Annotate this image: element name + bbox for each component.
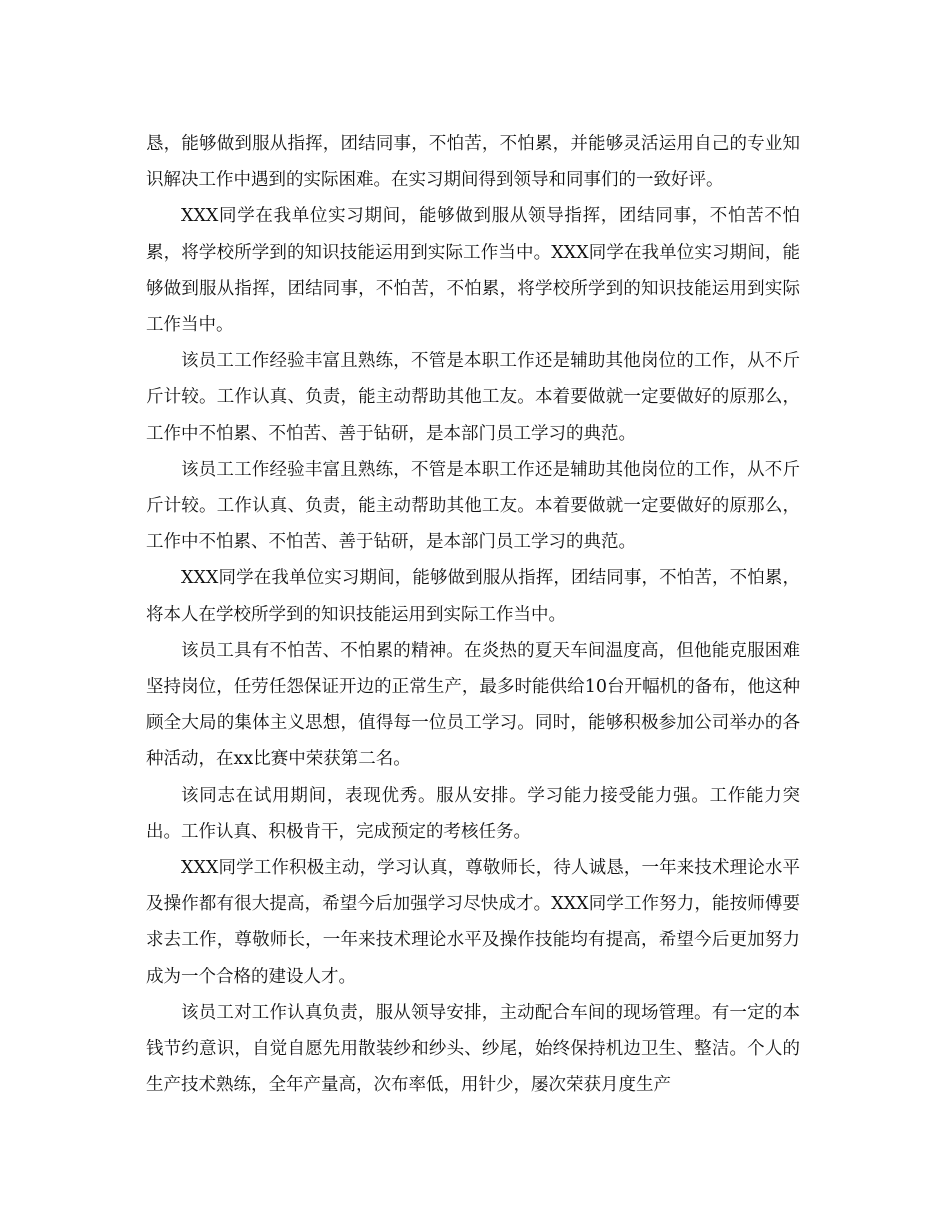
paragraph-4: 该员工工作经验丰富且熟练，不管是本职工作还是辅助其他岗位的工作，从不斤斤计较。工作认真、负责，能主动帮助其他工友。本着要做就一定要做好的原那么，工作中不怕累、不怕苦、善于钻研，是本部门员工学习的典范。 (146, 459, 800, 553)
paragraph-5: XXX同学在我单位实习期间，能够做到服从指挥，团结同事，不怕苦，不怕累，将本人在学校所学到的知识技能运用到实际工作当中。 (146, 568, 800, 625)
paragraph-9: 该员工对工作认真负责，服从领导安排，主动配合车间的现场管理。有一定的本钱节约意识，自觉自愿先用散装纱和纱头、纱尾，始终保持机边卫生、整洁。个人的生产技术熟练，全年产量高，次布率低，用针少，屡次荣获月度生产 (146, 1002, 800, 1096)
paragraph-1: 恳，能够做到服从指挥，团结同事，不怕苦，不怕累，并能够灵活运用自己的专业知识解决工作中遇到的实际困难。在实习期间得到领导和同事们的一致好评。 (146, 134, 800, 191)
paragraph-7: 该同志在试用期间，表现优秀。服从安排。学习能力接受能力强。工作能力突出。工作认真、积极肯干，完成预定的考核任务。 (146, 785, 800, 842)
paragraph-2: XXX同学在我单位实习期间，能够做到服从领导指挥，团结同事，不怕苦不怕累，将学校所学到的知识技能运用到实际工作当中。XXX同学在我单位实习期间，能够做到服从指挥，团结同事，不怕苦，不怕累，将学校所学到的知识技能运用到实际工作当中。 (146, 206, 800, 336)
paragraph-8: XXX同学工作积极主动，学习认真，尊敬师长，待人诚恳，一年来技术理论水平及操作都有很大提高，希望今后加强学习尽快成才。XXX同学工作努力，能按师傅要求去工作，尊敬师长，一年来技术理论水平及操作技能均有提高，希望今后更加努力成为一个合格的建设人才。 (146, 858, 800, 987)
paragraph-3: 该员工工作经验丰富且熟练，不管是本职工作还是辅助其他岗位的工作，从不斤斤计较。工作认真、负责，能主动帮助其他工友。本着要做就一定要做好的原那么，工作中不怕累、不怕苦、善于钻研，是本部门员工学习的典范。 (146, 351, 800, 444)
document-body (146, 126, 800, 1103)
paragraph-6: 该员工具有不怕苦、不怕累的精神。在炎热的夏天车间温度高，但他能克服困难坚持岗位，任劳任怨保证开边的正常生产，最多时能供给10台开幅机的备布，他这种顾全大局的集体主义思想，值得每一位员工学习。同时，能够积极参加公司举办的各种活动，在xx比赛中荣获第二名。 (146, 640, 800, 770)
